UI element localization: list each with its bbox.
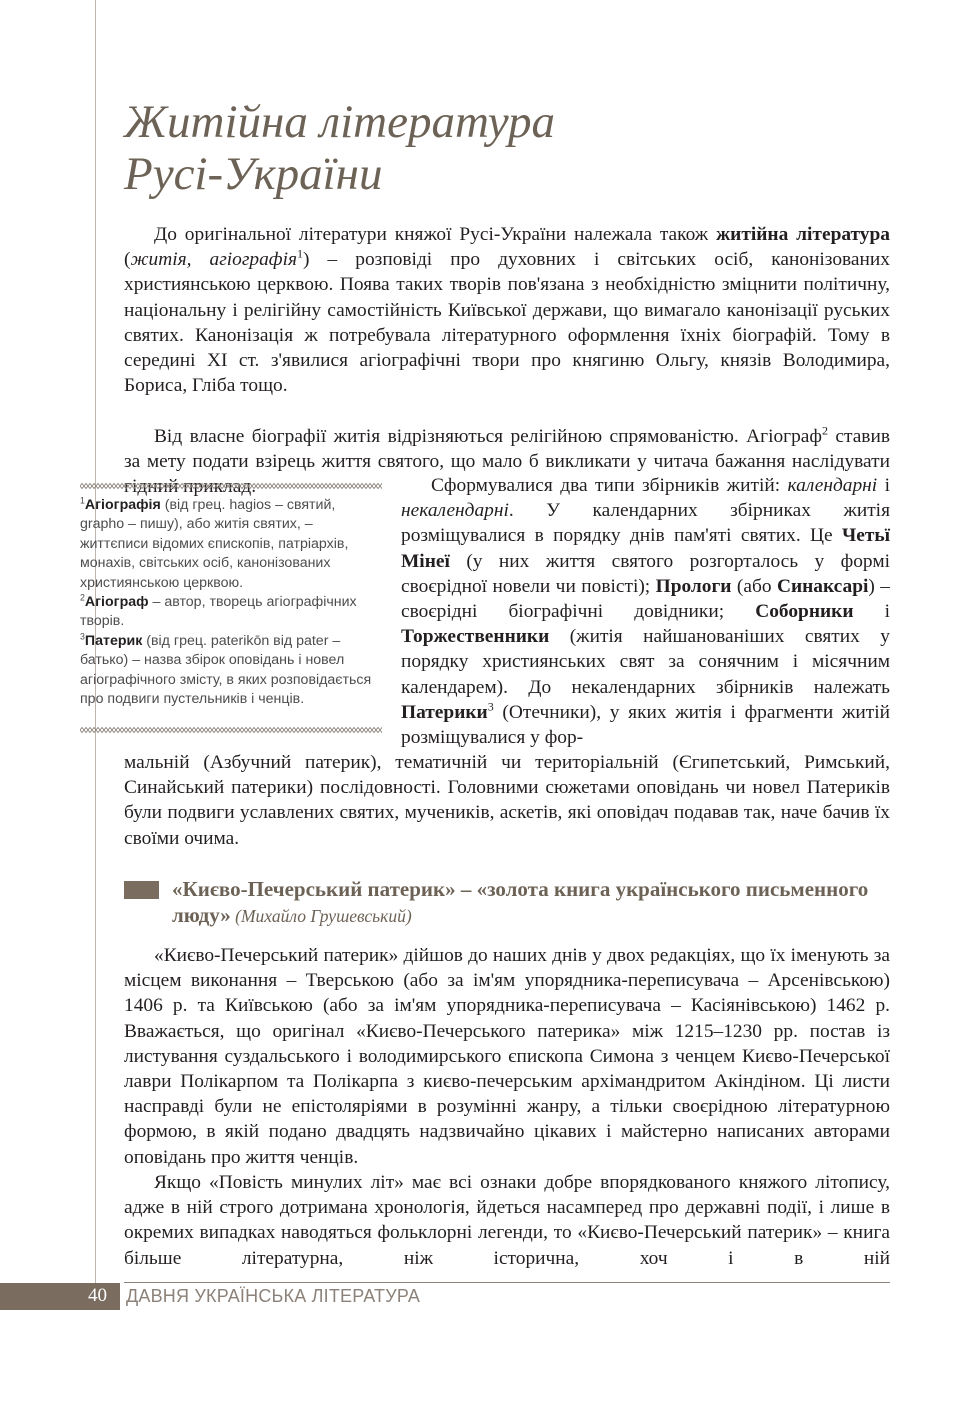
ornament-border-bottom [80, 726, 382, 734]
paragraph-1: До оригінальної літератури княжої Русі-України належала також житійна література (житія, агіографія$^1$) – розповіді про духовних і світських осіб, канонізованих християнською церквою. Поява таких творів пов'язана з необхідністю зміцнити політичну, національну і релігійну самостійність Київської держави, що вимагало канонізації руських святих. Канонізація ж потребувала літературного оформлення їхніх біографій. Тому в середині XI ст. з'явилися агіографічні твори про княгиню Ольгу, князів Володимира, Бориса, Гліба тощо. [124, 224, 890, 397]
footnote-3: $^3$Патерик (від грец. paterikōn від pater – батько) – назва збірок оповідань і новел агіографічного змісту, в яких розповідається про подвиги пустельників і ченців. [80, 631, 372, 708]
paragraph-5: Якщо «Повість минулих літ» має всі ознаки добре впорядкованого княжого літопису, адже в ній строго дотримана хронологія, йдеться насамперед про державні події, і лише в окремих випадках наводяться фольклорні легенди, то «Києво-Печерський патерик» – книга більше літературна, ніж історична, хоч і в ній [124, 1172, 890, 1269]
section-heading: «Києво-Печерський патерик» – «золота книга українського письменного люду» (Михайло Грушевський) [172, 877, 869, 927]
paragraph-3-wrapped: Сформувалися два типи збірників житій: календарні і некалендарні. У календарних збірниках житія розміщувалися в порядку днів пам'яті святих. Це Четьї Мінеї (у них життя святого розгорталось у формі своєрідної новели чи повісті); Прологи (або Синаксарі) – своєрідні біографічні довідники; Соборники і Торжественники (житія найшанованіших святих у порядку християнських свят за сонячним і місячним календарем). До некалендарних збірників належать Патерики$^3$ (Отечники), у яких житія і фрагменти житій розміщувалися у фор- [401, 475, 890, 749]
section-marker [124, 881, 159, 899]
footnote-ref-3: 3 [487, 699, 494, 714]
page-title [124, 96, 555, 200]
paragraph-4: «Києво-Печерський патерик» дійшов до наших днів у двох редакціях, що їх іменують за місцем виконання – Тверською (або за ім'ям упорядника-переписувача – Арсенівською) 1406 р. та Київською (або за ім'ям упорядника-переписувача – Касіянівською) 1462 р. Вважається, що оригінал «Києво-Печерського патерика» між 1215–1230 рр. постав із листування суздальського і володимирського єпископа Симона з ченцем Києво-Печерської лаври Полікарпом та Полікарпа з києво-печерським архімандритом Акіндіном. Ці листи насправді були не епістоляріями в розумінні жанру, а тільки своєрідною літературною формою, в якій подано двадцять надзвичайно цікавих і майстерно написаних авторами оповідань про життя ченців. [124, 945, 890, 1168]
footnote-ref-1: 1 [296, 246, 303, 261]
page-title-line-1: Житійна література [124, 96, 555, 148]
running-title: ДАВНЯ УКРАЇНСЬКА ЛІТЕРАТУРА [126, 1286, 421, 1306]
footer-rule [124, 1282, 890, 1283]
paragraph-3-continued: мальній (Азбучний патерик), тематичній чи територіальній (Єгипетський, Римський, Синайський патерики) послідовності. Головними сюжетами оповідань чи новел Патериків були подвиги уславлених святих, мучеників, аскетів, які оповідач подавав так, наче бачив їх своїми очима. [124, 752, 890, 849]
footnotes-box [80, 482, 382, 734]
footnote-1: $^1$Агіографія (від грец. hagios – святий, grapho – пишу), або житія святих, – життєписи відомих єпископів, патріархів, монахів, світських осіб, канонізованих християнською церквою. [80, 495, 349, 591]
page-title-line-2: Русі-України [124, 148, 383, 200]
footnotes [80, 496, 380, 709]
section-heading-author: (Михайло Грушевський) [230, 906, 412, 926]
paragraph-2: Від власне біографії житія відрізняються релігійною спрямованістю. Агіограф$^2$ ставив за мету подати взірець життя святого, що мало б викликати у читача бажання наслідувати [124, 423, 890, 473]
term-zhytiina-literatura: житійна література [716, 224, 890, 245]
page-number: 40 [88, 1285, 107, 1306]
footnote-2: $^2$Агіограф – автор, творець агіографічних творів. [80, 592, 357, 630]
footnote-ref-2: 2 [821, 423, 828, 438]
ornament-border-top [80, 482, 382, 490]
